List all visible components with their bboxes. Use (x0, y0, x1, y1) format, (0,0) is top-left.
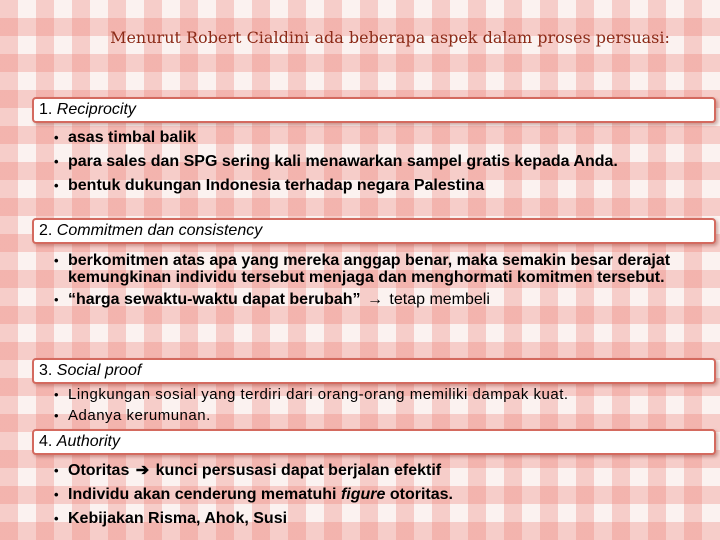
list-item (54, 459, 694, 483)
list-item: • para sales dan SPG sering kali menawarkan sampel gratis kepada Anda. (54, 150, 694, 174)
list-item: • Adanya kerumunan. (54, 405, 694, 426)
list-item (54, 483, 694, 507)
section-header-authority (32, 429, 716, 455)
slide-title: Menurut Robert Cialdini ada beberapa aspek dalam proses persuasi: (110, 28, 670, 47)
section-number: 4. (39, 433, 53, 450)
section-title: Reciprocity (56, 101, 136, 118)
section-title: Commitmen dan consistency (56, 222, 263, 239)
list-item-text: tetap membeli (389, 291, 490, 308)
section-header-reciprocity (32, 97, 716, 123)
list-item: • Kebijakan Risma, Ahok, Susi (54, 507, 694, 531)
section-title: Social proof (56, 362, 142, 379)
list-item-text: Otoritas (68, 462, 130, 479)
list-item: • berkomitmen atas apa yang mereka anggap benar, maka semakin besar derajat kemungkinan individu tersebut menjaga dan menghormati komitmen tersebut. (54, 252, 699, 286)
list-item-text: kunci persusasi dapat berjalan efektif (155, 462, 442, 479)
section-header-commitment (32, 218, 716, 244)
quoted-phrase: “harga sewaktu-waktu dapat berubah” (68, 291, 361, 308)
arrow-right-icon: ➔ (135, 462, 150, 479)
section-title: Authority (56, 433, 120, 450)
bullet-list-authority (54, 459, 694, 531)
list-item-text: Individu akan cenderung mematuhi (68, 486, 337, 503)
list-item-text: otoritas. (389, 486, 453, 503)
list-item: • asas timbal balik (54, 126, 694, 150)
list-item: • Lingkungan sosial yang terdiri dari orang-orang memiliki dampak kuat. (54, 384, 694, 405)
section-number: 3. (39, 362, 53, 379)
section-number: 2. (39, 222, 53, 239)
bullet-list-commitment (54, 252, 699, 308)
bullet-list-social-proof (54, 384, 694, 426)
section-header-social-proof (32, 358, 716, 384)
section-number: 1. (39, 101, 53, 118)
list-item: • bentuk dukungan Indonesia terhadap negara Palestina (54, 174, 694, 198)
arrow-right-icon: → (366, 291, 383, 308)
list-item (54, 291, 699, 308)
bullet-list-reciprocity (54, 126, 694, 198)
italic-term: figure (340, 486, 386, 503)
